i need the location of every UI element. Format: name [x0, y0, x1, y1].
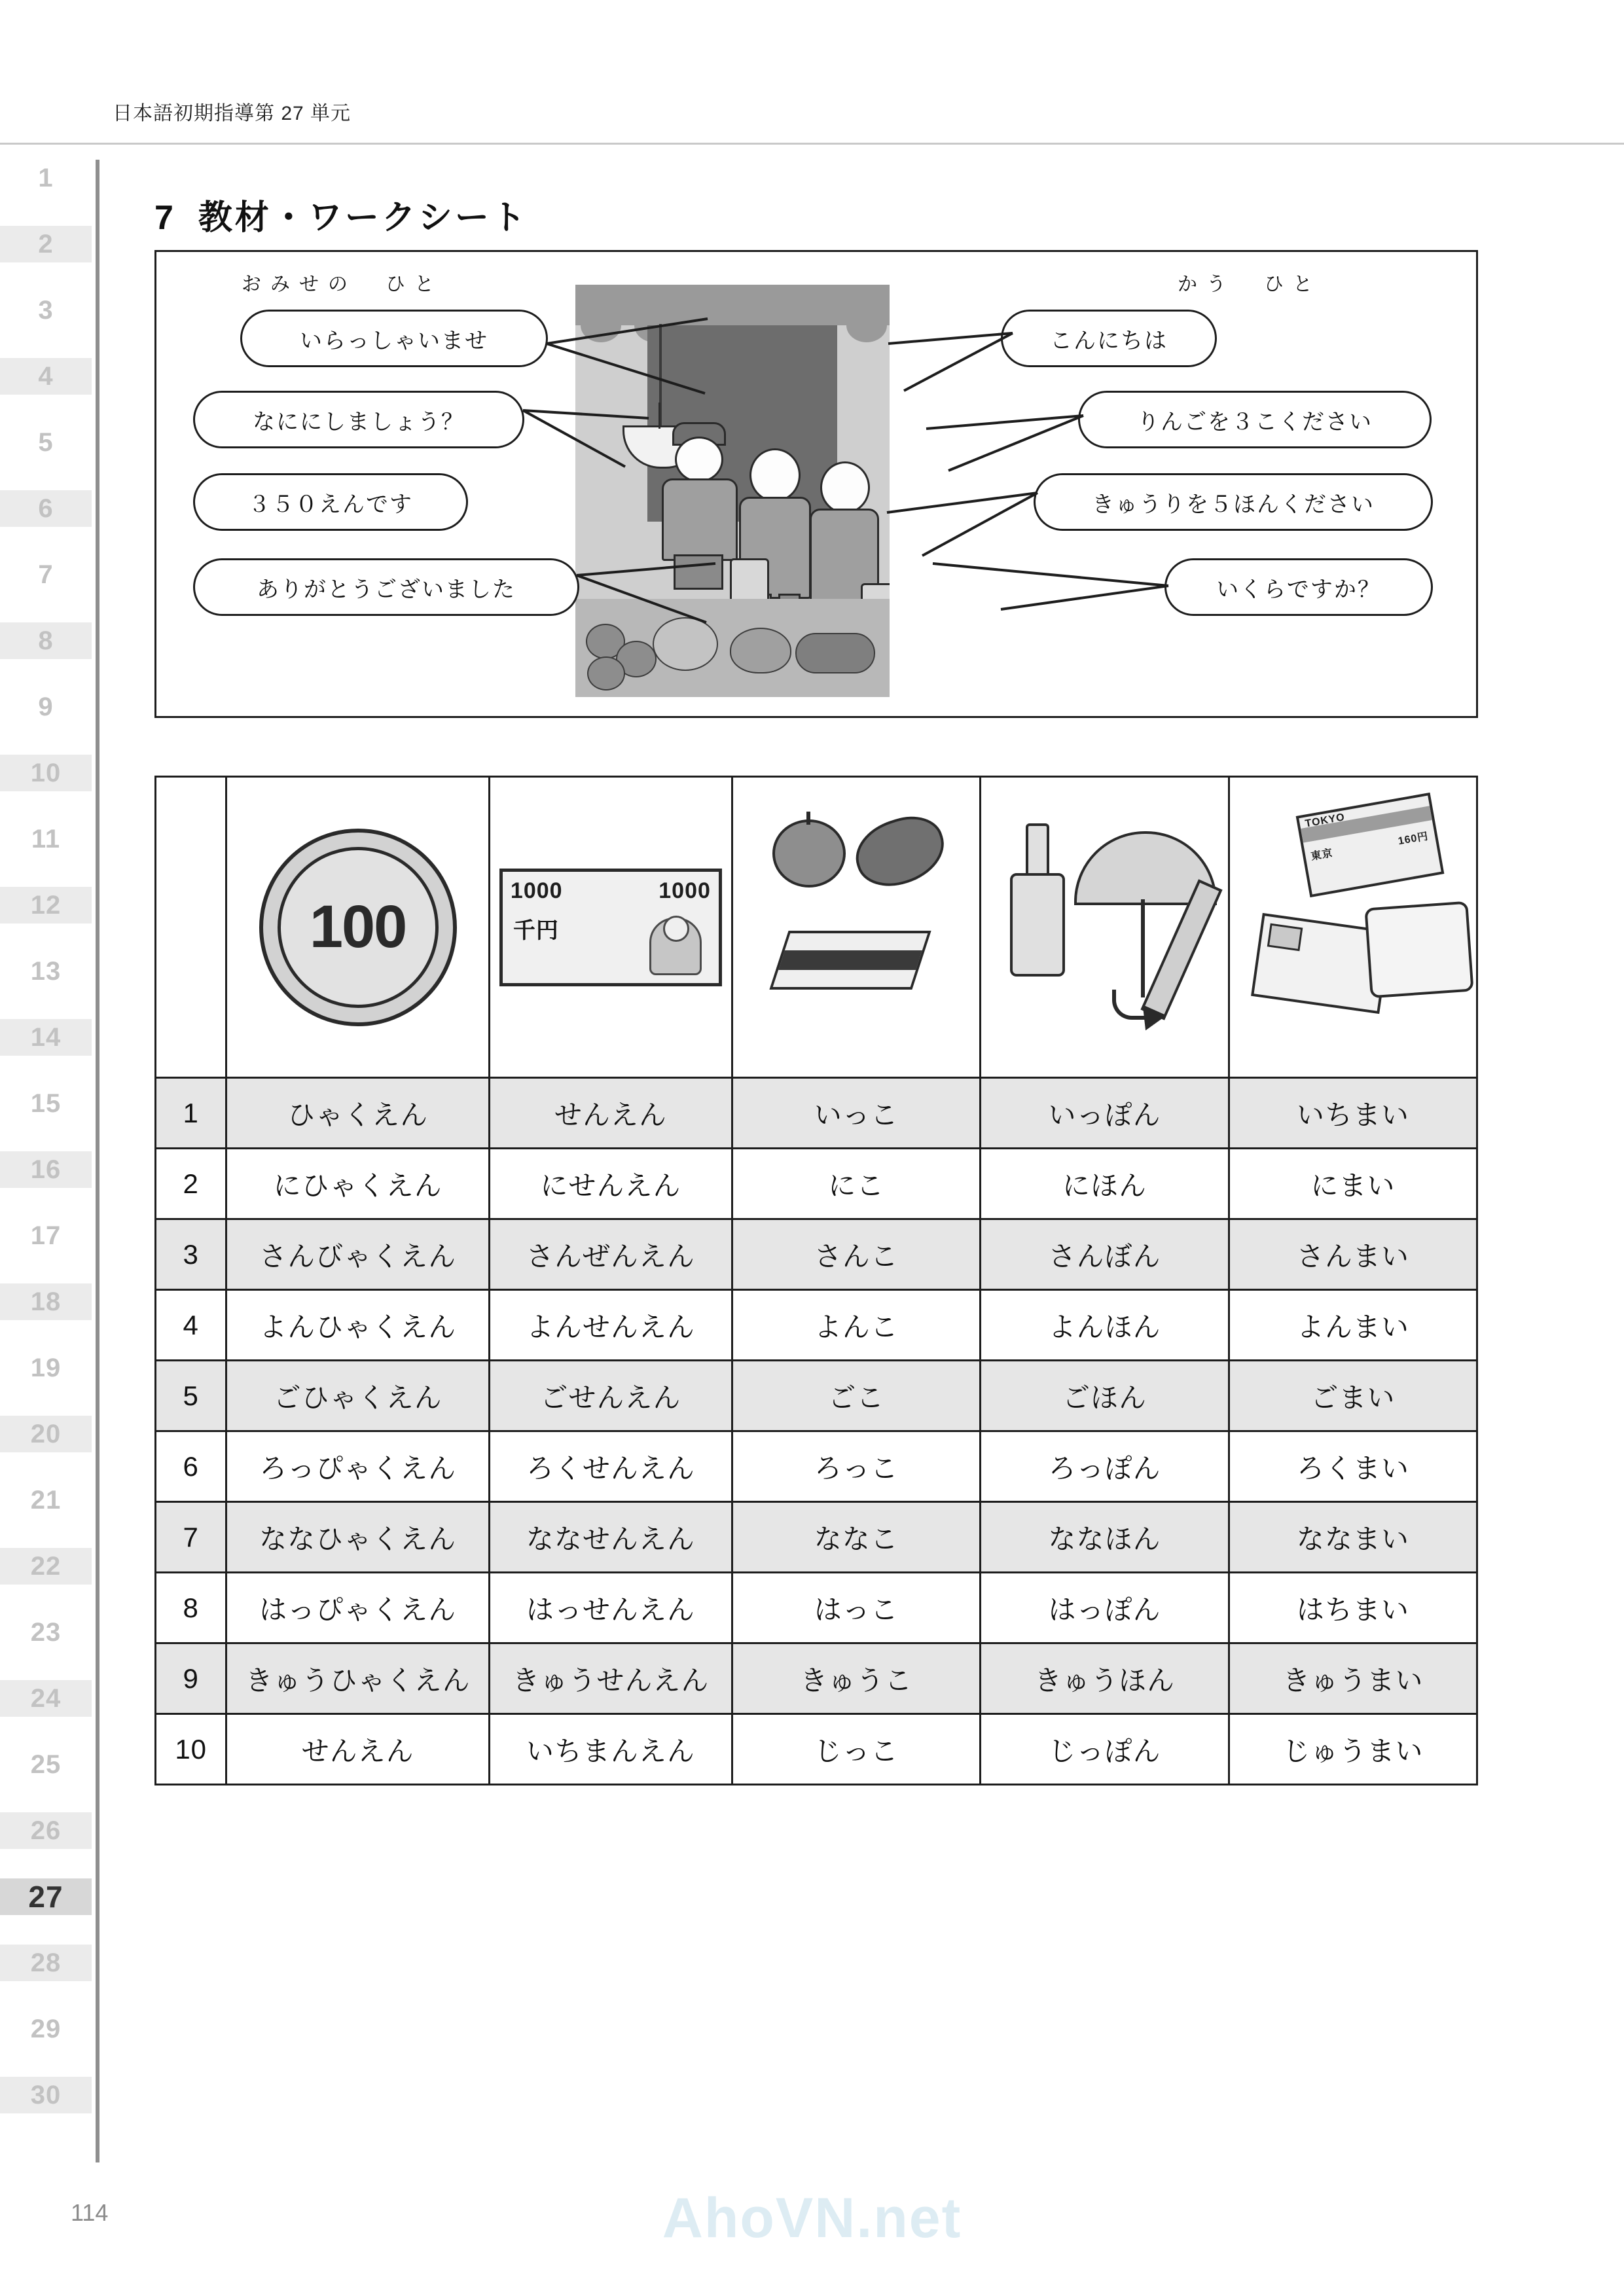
counter-cell-c: ろっこ [732, 1431, 981, 1502]
rail-item-27[interactable]: 27 [0, 1878, 92, 1915]
banknote-value-left: 1000 [510, 878, 563, 903]
icon-cell-objects-ko [732, 777, 981, 1078]
counter-cell-e: さんまい [1229, 1219, 1477, 1290]
counter-cell-d: ごほん [981, 1361, 1229, 1431]
counter-cell-a: にひゃくえん [226, 1149, 489, 1219]
shirt-icon [1364, 901, 1473, 998]
table-row [156, 1219, 1477, 1290]
rail-item-29[interactable]: 29 [30, 2014, 62, 2043]
counter-cell-a: せんえん [226, 1714, 489, 1785]
rail-item-4[interactable]: 4 [0, 358, 92, 395]
counter-cell-d: にほん [981, 1149, 1229, 1219]
ticket-icon [1295, 792, 1444, 897]
counter-cell-b: ごせんえん [489, 1361, 732, 1431]
table-row [156, 1573, 1477, 1643]
counter-cell-d: ろっぽん [981, 1431, 1229, 1502]
rail-item-7[interactable]: 7 [38, 560, 54, 589]
rail-item-22[interactable]: 22 [0, 1548, 92, 1585]
counter-cell-e: きゅうまい [1229, 1643, 1477, 1714]
unit-index-rail [0, 160, 97, 2149]
section-title: 教材・ワークシート [198, 199, 528, 237]
ticket-label-fare: 160円 [1397, 830, 1430, 847]
counter-cell-d: よんほん [981, 1290, 1229, 1361]
counter-cell-b: にせんえん [489, 1149, 732, 1219]
bottle-neck [1026, 823, 1049, 878]
counter-cell-a: よんひゃくえん [226, 1290, 489, 1361]
icon-cell-coin [226, 777, 489, 1078]
rail-item-1[interactable]: 1 [38, 163, 54, 192]
counter-cell-a: ななひゃくえん [226, 1502, 489, 1573]
counter-cell-a: さんびゃくえん [226, 1219, 489, 1290]
counter-cell-d: ななほん [981, 1502, 1229, 1573]
row-number-cell: 7 [156, 1502, 226, 1573]
rail-item-17[interactable]: 17 [30, 1221, 62, 1250]
bubble-tail-buyer-3 [883, 478, 1040, 564]
label-buyer: かう ひと [1178, 274, 1322, 295]
rail-item-14[interactable]: 14 [0, 1019, 92, 1056]
banknote-value-right: 1000 [659, 878, 711, 903]
counter-cell-d: さんぼん [981, 1219, 1229, 1290]
running-head: 日本語初期指導第 27 単元 [113, 103, 352, 124]
counter-cell-b: ろくせんえん [489, 1431, 732, 1502]
speech-bubble-seller-4: ありがとうございました [193, 558, 579, 616]
row-number-cell: 1 [156, 1078, 226, 1149]
table-row [156, 1502, 1477, 1573]
counter-cell-c: よんこ [732, 1290, 981, 1361]
rail-item-21[interactable]: 21 [30, 1485, 62, 1515]
row-number-cell: 9 [156, 1643, 226, 1714]
row-number-cell: 3 [156, 1219, 226, 1290]
counter-cell-c: いっこ [732, 1078, 981, 1149]
banknote-portrait [649, 918, 702, 975]
bubble-tail-seller-2 [520, 395, 651, 473]
counter-cell-e: ごまい [1229, 1361, 1477, 1431]
counter-cell-e: よんまい [1229, 1290, 1477, 1361]
counter-cell-b: ななせんえん [489, 1502, 732, 1573]
rail-item-11[interactable]: 11 [31, 824, 61, 853]
rail-item-19[interactable]: 19 [30, 1353, 62, 1382]
rail-item-10[interactable]: 10 [0, 755, 92, 791]
speech-bubble-buyer-3: きゅうりを５ほんください [1034, 473, 1433, 531]
counter-cell-c: さんこ [732, 1219, 981, 1290]
icon-cell-empty [156, 777, 226, 1078]
speech-bubble-buyer-2: りんごを３こください [1078, 391, 1432, 448]
table-row [156, 1078, 1477, 1149]
speech-bubble-seller-1: いらっしゃいませ [240, 310, 548, 367]
counter-cell-c: ごこ [732, 1361, 981, 1431]
bubble-tail-seller-4 [575, 560, 719, 638]
table-row [156, 1361, 1477, 1431]
counter-cell-e: いちまい [1229, 1078, 1477, 1149]
counter-cell-e: ななまい [1229, 1502, 1477, 1573]
counter-cell-b: せんえん [489, 1078, 732, 1149]
table-icon-row [156, 777, 1477, 1078]
rail-item-24[interactable]: 24 [0, 1680, 92, 1717]
counter-cell-a: ごひゃくえん [226, 1361, 489, 1431]
table-row [156, 1643, 1477, 1714]
counter-cell-a: ひゃくえん [226, 1078, 489, 1149]
counter-cell-b: よんせんえん [489, 1290, 732, 1361]
banknote-kanji-label: 千円 [513, 918, 559, 943]
table-row [156, 1714, 1477, 1785]
rail-item-9[interactable]: 9 [38, 692, 54, 721]
counter-cell-e: はちまい [1229, 1573, 1477, 1643]
speech-bubble-buyer-1: こんにちは [1001, 310, 1217, 367]
rail-item-13[interactable]: 13 [30, 956, 62, 986]
rail-item-15[interactable]: 15 [30, 1088, 62, 1118]
bubble-tail-buyer-1 [884, 317, 1015, 403]
bubble-tail-buyer-2 [922, 400, 1086, 478]
counter-cell-c: にこ [732, 1149, 981, 1219]
counter-cell-b: いちまんえん [489, 1714, 732, 1785]
counter-cell-d: はっぽん [981, 1573, 1229, 1643]
bubble-tail-seller-1 [544, 315, 714, 406]
rail-item-6[interactable]: 6 [0, 490, 92, 527]
potato-icon [847, 807, 953, 896]
speech-bubble-seller-3: ３５０えんです [193, 473, 468, 531]
speech-bubble-seller-2: なににしましょう？ [193, 391, 524, 448]
counter-cell-a: ろっぴゃくえん [226, 1431, 489, 1502]
icon-cell-objects-hon [981, 777, 1229, 1078]
counters-table [154, 776, 1478, 1785]
rail-item-30[interactable]: 30 [0, 2077, 92, 2113]
counter-cell-b: きゅうせんえん [489, 1643, 732, 1714]
banknote-icon [499, 869, 722, 986]
label-seller: おみせの ひと [242, 274, 443, 295]
counter-cell-c: きゅうこ [732, 1643, 981, 1714]
counter-cell-a: きゅうひゃくえん [226, 1643, 489, 1714]
rail-item-12[interactable]: 12 [0, 887, 92, 924]
apple-icon [772, 819, 846, 888]
header-rule [0, 143, 1624, 145]
row-number-cell: 2 [156, 1149, 226, 1219]
rail-item-16[interactable]: 16 [0, 1151, 92, 1188]
counter-cell-c: じっこ [732, 1714, 981, 1785]
row-number-cell: 10 [156, 1714, 226, 1785]
coin-value-label: 100 [309, 893, 406, 960]
table-row [156, 1149, 1477, 1219]
eraser-icon [769, 931, 931, 990]
ticket-label-city: TOKYO [1304, 811, 1346, 830]
rail-item-20[interactable]: 20 [0, 1416, 92, 1452]
counter-cell-a: はっぴゃくえん [226, 1573, 489, 1643]
row-number-cell: 6 [156, 1431, 226, 1502]
rail-item-26[interactable]: 26 [0, 1812, 92, 1849]
counter-cell-b: さんぜんえん [489, 1219, 732, 1290]
row-number-cell: 8 [156, 1573, 226, 1643]
icon-cell-banknote [489, 777, 732, 1078]
bubble-tail-buyer-4 [929, 557, 1171, 616]
table-row [156, 1431, 1477, 1502]
page-title [154, 190, 528, 239]
section-number: 7 [154, 199, 176, 237]
counter-cell-d: いっぽん [981, 1078, 1229, 1149]
counter-cell-e: にまい [1229, 1149, 1477, 1219]
rail-item-23[interactable]: 23 [30, 1617, 62, 1647]
ticket-label-station: 東京 [1310, 847, 1334, 863]
rail-item-28[interactable]: 28 [0, 1945, 92, 1981]
row-number-cell: 4 [156, 1290, 226, 1361]
table-row [156, 1290, 1477, 1361]
rail-item-18[interactable]: 18 [0, 1283, 92, 1320]
counter-cell-b: はっせんえん [489, 1573, 732, 1643]
counter-cell-e: じゅうまい [1229, 1714, 1477, 1785]
counter-cell-c: ななこ [732, 1502, 981, 1573]
speech-bubble-buyer-4: いくらですか？ [1164, 558, 1433, 616]
row-number-cell: 5 [156, 1361, 226, 1431]
coin-icon [259, 829, 457, 1026]
rail-item-5[interactable]: 5 [38, 427, 54, 457]
watermark: AhoVN.net [662, 2187, 962, 2250]
counter-cell-e: ろくまい [1229, 1431, 1477, 1502]
counter-cell-d: きゅうほん [981, 1643, 1229, 1714]
rail-item-3[interactable]: 3 [38, 295, 54, 325]
page-number: 114 [71, 2199, 109, 2226]
rail-item-8[interactable]: 8 [0, 622, 92, 659]
rail-item-2[interactable]: 2 [0, 226, 92, 262]
umbrella-stick [1141, 899, 1145, 997]
icon-cell-objects-mai [1229, 777, 1477, 1078]
bottle-icon [1010, 873, 1065, 977]
counter-cell-d: じっぽん [981, 1714, 1229, 1785]
illustration-panel [154, 250, 1478, 718]
counter-cell-c: はっこ [732, 1573, 981, 1643]
rail-item-25[interactable]: 25 [30, 1749, 62, 1779]
